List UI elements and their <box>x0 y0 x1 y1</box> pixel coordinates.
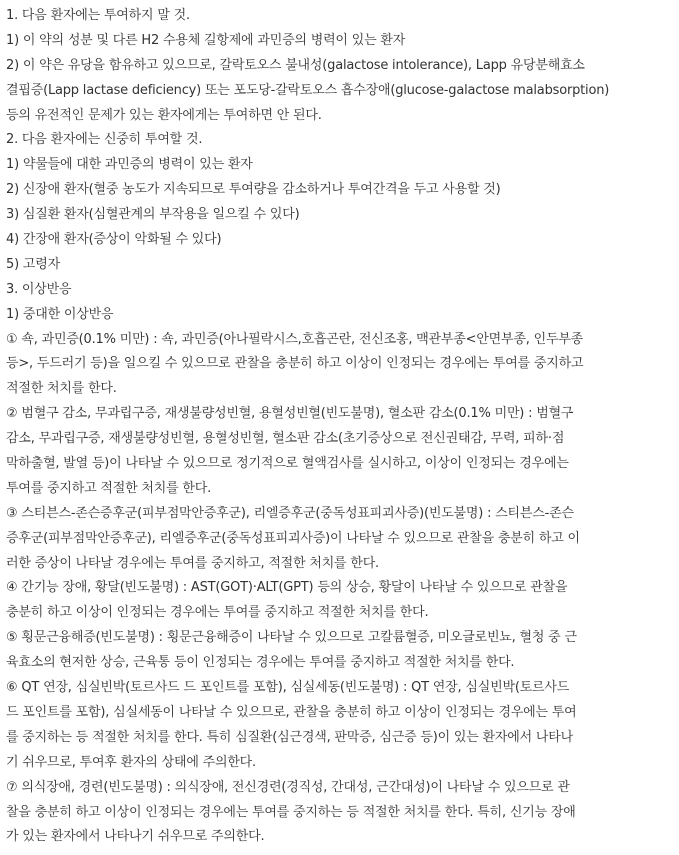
list-item-continuation: 를 중지하는 등 적절한 처치를 한다. 특히 심질환(심근경색, 판막증, 심근증 등)이 있는 환자에서 나타나 <box>6 729 573 745</box>
list-item: ⑥ QT 연장, 심실빈박(토르사드 드 포인트를 포함), 심실세동(빈도불명) : QT 연장, 심실빈박(토르사드 <box>6 680 570 696</box>
section-heading-careful-administration: 2. 다음 환자에는 신중히 투여할 것. <box>6 132 203 148</box>
list-item-continuation: 결핍증(Lapp lactase deficiency) 또는 포도당-갈락토오스 흡수장애(glucose-galactose malabsorption) <box>6 82 610 98</box>
list-item: ② 범혈구 감소, 무과립구증, 재생불량성빈혈, 용혈성빈혈(빈도불명), 혈소판 감소(0.1% 미만) : 범혈구 <box>6 406 574 422</box>
list-item: 5) 고령자 <box>6 256 60 272</box>
list-item: 1) 약물들에 대한 과민증의 병력이 있는 환자 <box>6 157 253 173</box>
list-item-continuation: 기 쉬우므로, 투여후 환자의 상태에 주의한다. <box>6 754 256 770</box>
list-item: ④ 간기능 장애, 황달(빈도불명) : AST(GOT)·ALT(GPT) 등의 상승, 황달이 나타날 수 있으므로 관찰을 <box>6 580 568 596</box>
list-item-continuation: 적절한 처치를 한다. <box>6 381 117 397</box>
list-item-continuation: 증후군(피부점막안증후군), 리엘증후군(중독성표피괴사증)이 나타날 수 있으므로 관찰을 충분히 하고 이 <box>6 530 580 546</box>
list-item-continuation: 러한 증상이 나타날 경우에는 투여를 중지하고, 적절한 처치를 한다. <box>6 555 379 571</box>
section-heading-contraindications: 1. 다음 환자에는 투여하지 말 것. <box>6 8 190 23</box>
list-item-continuation: 육효소의 현저한 상승, 근육통 등이 인정되는 경우에는 투여를 중지하고 적절한 처치를 한다. <box>6 655 515 671</box>
list-item: 4) 간장애 환자(증상이 악화될 수 있다) <box>6 232 222 248</box>
list-item: ⑦ 의식장애, 경련(빈도불명) : 의식장애, 전신경련(경직성, 간대성, 근간대성)이 나타날 수 있으므로 관 <box>6 779 570 795</box>
list-item: ① 쇽, 과민증(0.1% 미만) : 쇽, 과민증(아나필락시스,호흡곤란, 전신조홍, 맥관부종<안면부종, 인두부종 <box>6 331 584 347</box>
list-item: ⑤ 횡문근융해증(빈도불명) : 횡문근융해증이 나타날 수 있으므로 고칼륨혈증, 미오글로빈뇨, 혈청 중 근 <box>6 630 577 646</box>
list-item: 1) 이 약의 성분 및 다른 H2 수용체 길항제에 과민증의 병력이 있는 환자 <box>6 32 406 48</box>
list-item-continuation: 막하출혈, 발열 등)이 나타날 수 있으므로 정기적으로 혈액검사를 실시하고, 이상이 인정되는 경우에는 <box>6 456 569 472</box>
list-item-continuation: 투여를 중지하고 적절한 처치를 한다. <box>6 480 212 496</box>
list-item-continuation: 충분히 하고 이상이 인정되는 경우에는 투여를 중지하고 적절한 처치를 한다. <box>6 605 429 621</box>
list-item-continuation: 감소, 무과립구증, 재생불량성빈혈, 용혈성빈혈, 혈소판 감소(초기증상으로 전신권태감, 무력, 피하·점 <box>6 431 565 447</box>
list-item: ③ 스티븐스-존슨증후군(피부점막안증후군), 리엘증후군(중독성표피괴사증)(빈도불명) : 스티븐스-존슨 <box>6 505 574 521</box>
list-item-continuation: 등>, 두드러기 등)을 일으킬 수 있으므로 관찰을 충분히 하고 이상이 인정되는 경우에는 투여를 중지하고 <box>6 356 584 372</box>
list-item-continuation: 등의 유전적인 문제가 있는 환자에게는 투여하면 안 된다. <box>6 107 322 123</box>
list-item-continuation: 가 있는 환자에서 나타나기 쉬우므로 주의한다. <box>6 829 265 845</box>
list-item: 3) 심질환 환자(심혈관계의 부작용을 일으킬 수 있다) <box>6 207 300 223</box>
section-heading-adverse-reactions: 3. 이상반응 <box>6 281 72 297</box>
list-item: 2) 신장애 환자(혈중 농도가 지속되므로 투여량을 감소하거나 투여간격을 두고 사용할 것) <box>6 182 501 198</box>
list-item-continuation: 드 포인트를 포함), 심실세동이 나타날 수 있으므로, 관찰을 충분히 하고 이상이 인정되는 경우에는 투여 <box>6 704 577 720</box>
list-item: 2) 이 약은 유당을 함유하고 있으므로, 갈락토오스 불내성(galactose intolerance), Lapp 유당분해효소 <box>6 57 585 73</box>
subsection-heading-serious-reactions: 1) 중대한 이상반응 <box>6 306 114 322</box>
list-item-continuation: 찰을 충분히 하고 이상이 인정되는 경우에는 투여를 중지하는 등 적절한 처치를 한다. 특히, 신기능 장애 <box>6 804 576 820</box>
